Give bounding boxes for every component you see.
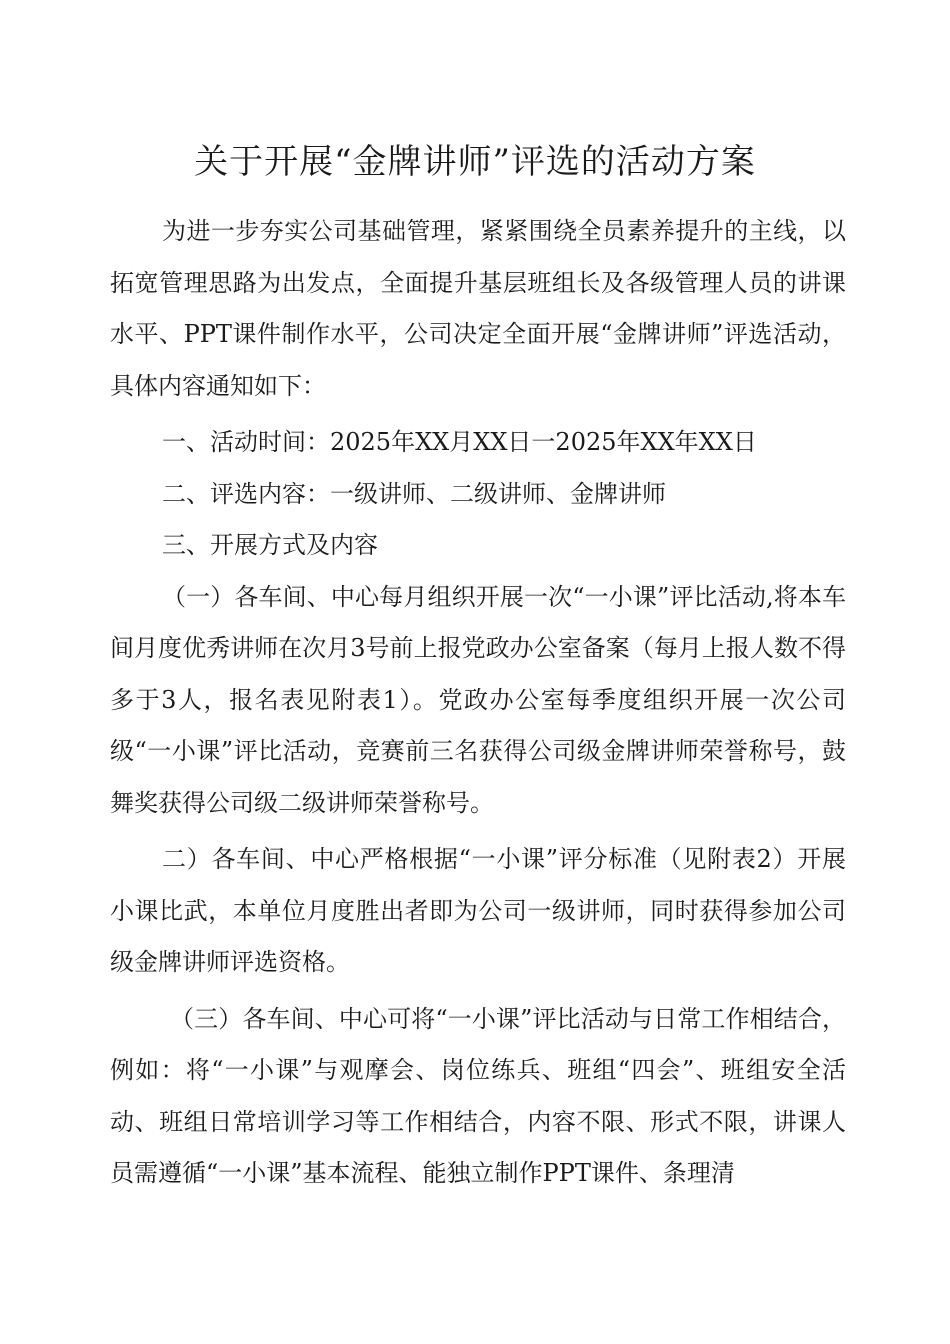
method-item-2-paragraph: 二）各车间、中心严格根据“一小课”评分标准（见附表2）开展小课比武，本单位月度胜出者即为公司一级讲师，同时获得参加公司级金牌讲师评选资格。 bbox=[110, 845, 846, 976]
method-item-3-paragraph: （三）各车间、中心可将“一小课”评比活动与日常工作相结合，例如：将“一小课”与观摩会、岗位练兵、班组“四会”、班组安全活动、班组日常培训学习等工作相结合，内容不限、形式不限，讲课人员需遵循“一小课”基本流程、能独立制作PPT课件、条理清 bbox=[110, 1004, 846, 1187]
method-item-1-paragraph: （一）各车间、中心每月组织开展一次“一小课”评比活动,将本车间月度优秀讲师在次月3号前上报党政办公室备案（每月上报人数不得多于3人，报名表见附表1）。党政办公室每季度组织开展一次公司级“一小课”评比活动，竞赛前三名获得公司级金牌讲师荣誉称号，鼓舞奖获得公司级二级讲师荣誉称号。 bbox=[110, 582, 846, 817]
method-heading-paragraph: 三、开展方式及内容 bbox=[162, 531, 378, 559]
activity-time-paragraph: 一、活动时间：2025年XX月XX日一2025年XX年XX日 bbox=[162, 428, 757, 456]
document-body bbox=[110, 206, 846, 1200]
intro-paragraph: 为进一步夯实公司基础管理，紧紧围绕全员素养提升的主线，以拓宽管理思路为出发点，全面提升基层班组长及各级管理人员的讲课水平、PPT课件制作水平，公司决定全面开展“金牌讲师”评选活动，具体内容通知如下： bbox=[110, 217, 846, 400]
selection-content-paragraph: 二、评选内容：一级讲师、二级讲师、金牌讲师 bbox=[162, 479, 666, 508]
document-title: 关于开展“金牌讲师”评选的活动方案 bbox=[194, 142, 756, 182]
